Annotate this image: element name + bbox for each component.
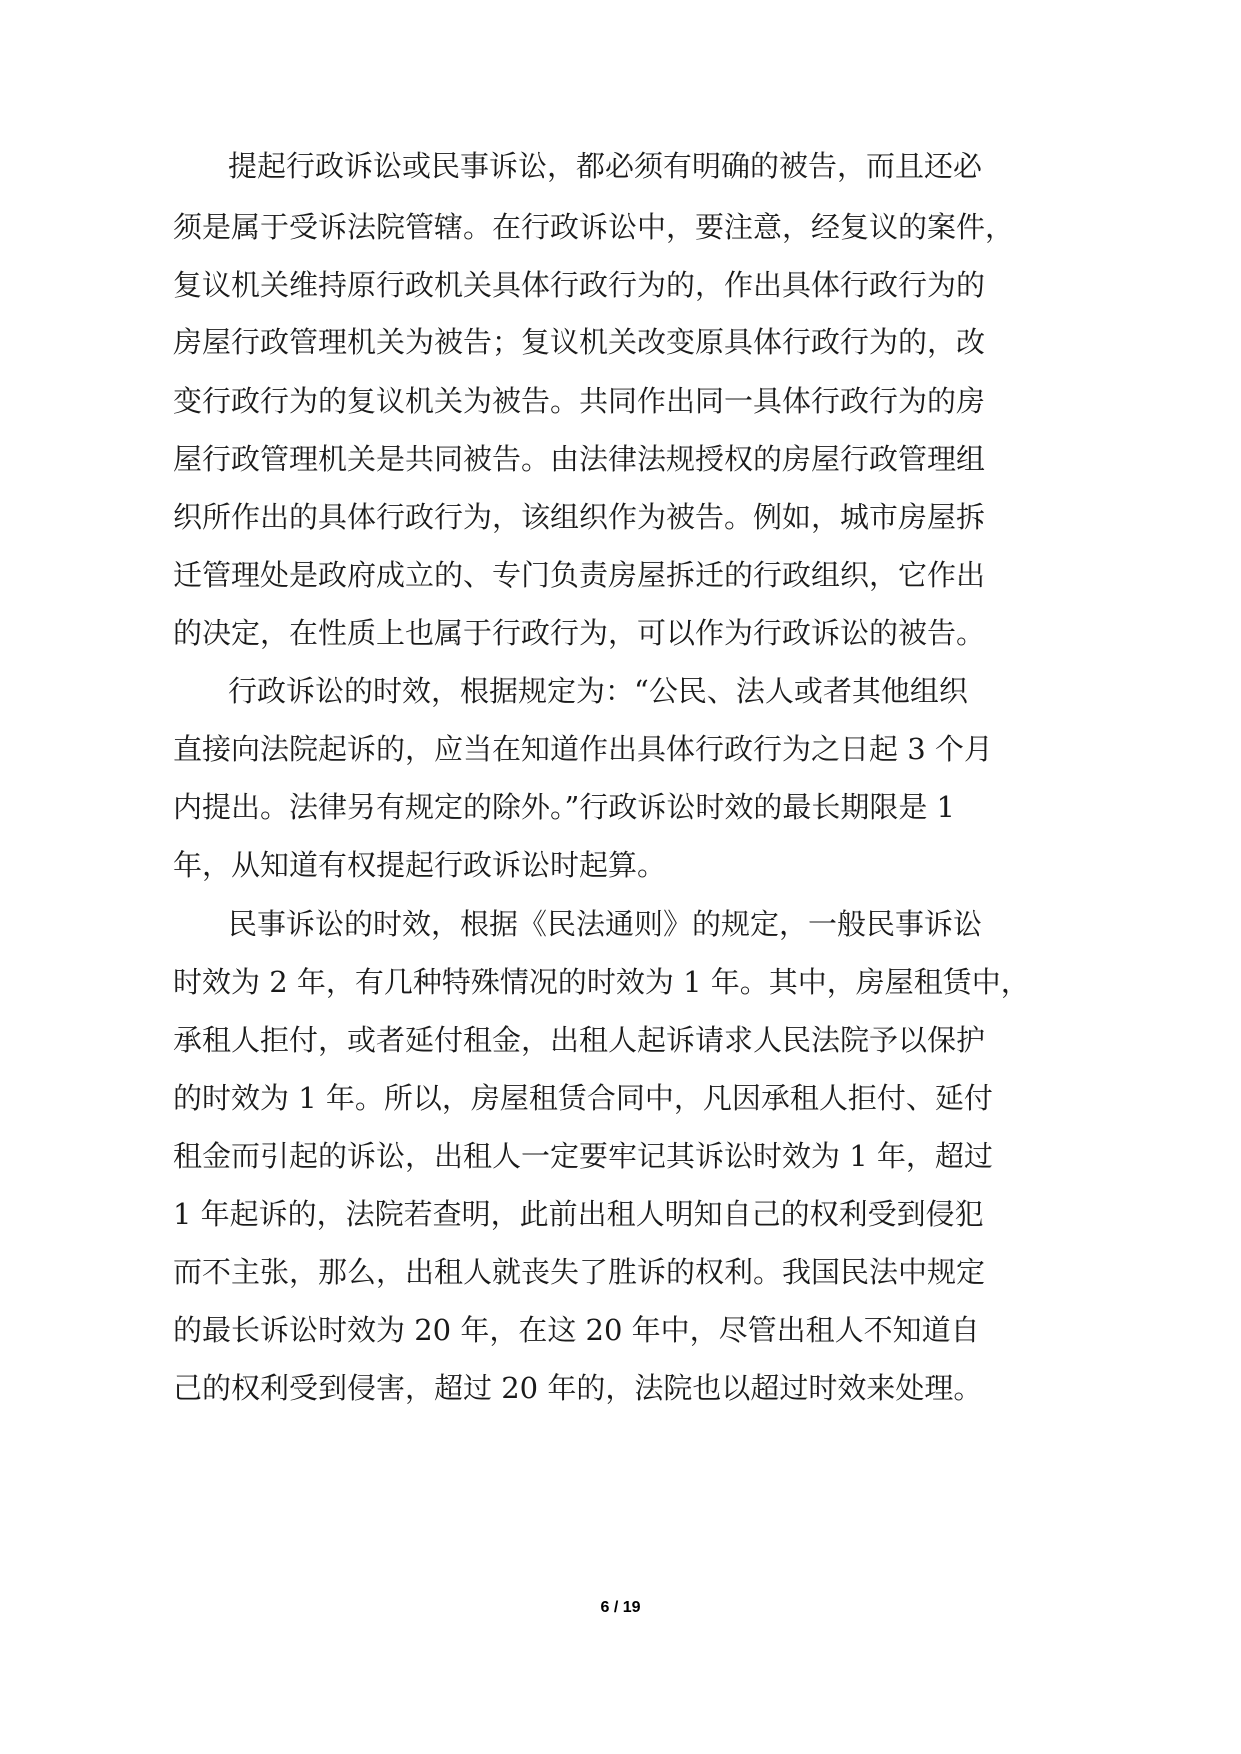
text-line: 己的权利受到侵害，超过 20 年的，法院也以超过时效来处理。 bbox=[173, 1371, 983, 1405]
text-line: 行政诉讼的时效，根据规定为：“公民、法人或者其他组织 bbox=[228, 674, 968, 708]
text-line: 的最长诉讼时效为 20 年，在这 20 年中，尽管出租人不知道自 bbox=[173, 1313, 980, 1347]
text-line: 租金而引起的诉讼，出租人一定要牢记其诉讼时效为 1 年，超过 bbox=[173, 1139, 993, 1173]
text-line: 变行政行为的复议机关为被告。共同作出同一具体行政行为的房 bbox=[173, 384, 986, 418]
text-line: 直接向法院起诉的，应当在知道作出具体行政行为之日起 3 个月 bbox=[173, 732, 993, 766]
text-line: 迁管理处是政府成立的、专门负责房屋拆迁的行政组织，它作出 bbox=[173, 558, 986, 592]
text-line: 承租人拒付，或者延付租金，出租人起诉请求人民法院予以保护 bbox=[173, 1023, 986, 1057]
text-line: 内提出。法律另有规定的除外。”行政诉讼时效的最长期限是 1 bbox=[173, 790, 955, 824]
text-line: 房屋行政管理机关为被告；复议机关改变原具体行政行为的，改 bbox=[173, 325, 986, 359]
text-line: 民事诉讼的时效，根据《民法通则》的规定，一般民事诉讼 bbox=[228, 907, 983, 941]
text-line: 须是属于受诉法院管辖。在行政诉讼中，要注意，经复议的案件， bbox=[173, 210, 1015, 244]
text-line: 的决定，在性质上也属于行政行为，可以作为行政诉讼的被告。 bbox=[173, 616, 986, 650]
text-line: 屋行政管理机关是共同被告。由法律法规授权的房屋行政管理组 bbox=[173, 442, 986, 476]
text-line: 而不主张，那么，出租人就丧失了胜诉的权利。我国民法中规定 bbox=[173, 1255, 986, 1289]
page-number: 6 / 19 bbox=[600, 1599, 641, 1616]
text-line: 提起行政诉讼或民事诉讼，都必须有明确的被告，而且还必 bbox=[228, 149, 983, 183]
text-line: 1 年起诉的，法院若查明，此前出租人明知自己的权利受到侵犯 bbox=[173, 1197, 984, 1231]
text-line: 的时效为 1 年。所以，房屋租赁合同中，凡因承租人拒付、延付 bbox=[173, 1081, 993, 1115]
text-line: 时效为 2 年，有几种特殊情况的时效为 1 年。其中，房屋租赁中， bbox=[173, 965, 1030, 999]
text-line: 年，从知道有权提起行政诉讼时起算。 bbox=[173, 848, 667, 882]
text-line: 复议机关维持原行政机关具体行政行为的，作出具体行政行为的 bbox=[173, 268, 986, 302]
text-line: 织所作出的具体行政行为，该组织作为被告。例如，城市房屋拆 bbox=[173, 500, 986, 534]
